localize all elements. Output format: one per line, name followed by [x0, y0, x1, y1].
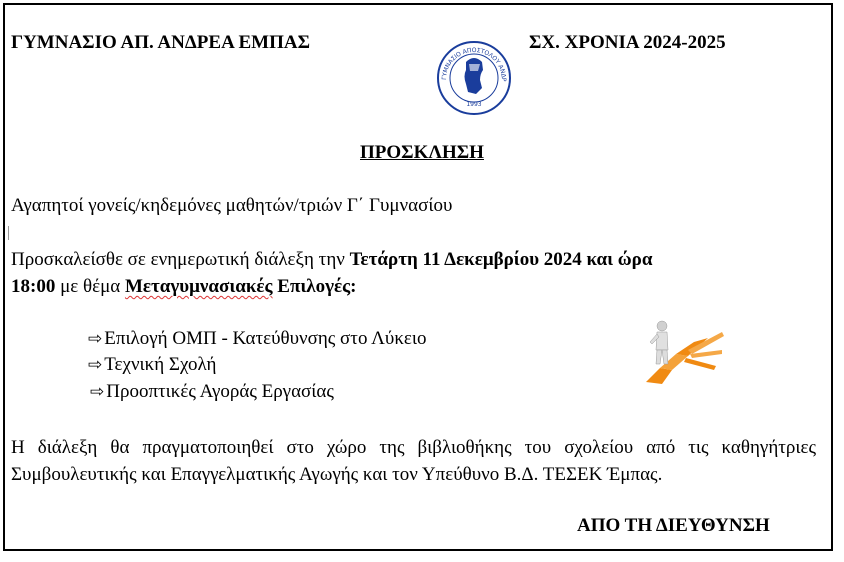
logo-arc-text: ΓΥΜΝΑΣΙΟ ΑΠΟΣΤΟΛΟΥ ΑΝΔΡ — [440, 46, 508, 82]
topic-item — [88, 328, 427, 350]
text-cursor — [8, 226, 9, 240]
invitation-paragraph — [11, 246, 816, 300]
career-stairs-illustration — [642, 320, 726, 386]
school-name: ΓΥΜΝΑΣΙΟ ΑΠ. ΑΝΔΡΕΑ ΕΜΠΑΣ — [11, 32, 311, 53]
arrow-right-icon: ⇨ — [88, 329, 103, 349]
invitation-time: 18:00 — [11, 276, 56, 297]
topic-item — [90, 381, 334, 403]
topic-label: Επιλογή ΟΜΠ - Κατεύθυνσης στο Λύκειο — [104, 328, 427, 349]
closing-paragraph: Η διάλεξη θα πραγματοποιηθεί στο χώρο της βιβλιοθήκης του σχολείου από τις καθηγήτριες Συμβουλευτικής και Επαγγελματικής Αγωγής και τον Υπεύθυνο Β.Δ. ΤΕΣΕΚ Έμπας. — [11, 437, 816, 485]
topic-label: Τεχνική Σχολή — [104, 354, 217, 375]
arrow-right-icon: ⇨ — [88, 355, 103, 375]
topic-prefix: με θέμα — [55, 276, 125, 297]
greeting: Αγαπητοί γονείς/κηδεμόνες μαθητών/τριών Γ΄ Γυμνασίου — [11, 195, 453, 216]
school-year: ΣΧ. ΧΡΟΝΙΑ 2024-2025 — [529, 32, 726, 53]
invitation-datetime: Τετάρτη 11 Δεκεμβρίου 2024 και ώρα — [349, 249, 653, 270]
logo-year: 1993 — [466, 101, 482, 108]
topic-item — [88, 354, 216, 376]
topic-label: Προοπτικές Αγοράς Εργασίας — [106, 381, 334, 402]
signature: ΑΠΟ ΤΗ ΔΙΕΥΘΥΝΣΗ — [577, 515, 770, 536]
school-logo — [436, 40, 512, 116]
page-title: ΠΡΟΣΚΛΗΣΗ — [360, 142, 484, 163]
arrow-right-icon: ⇨ — [90, 382, 105, 402]
topic-word-1: Μεταγυμνασιακές — [124, 276, 273, 297]
invitation-intro: Προσκαλείσθε σε ενημερωτική διάλεξη την — [11, 249, 350, 270]
topic-word-2: Επιλογές: — [272, 276, 357, 297]
